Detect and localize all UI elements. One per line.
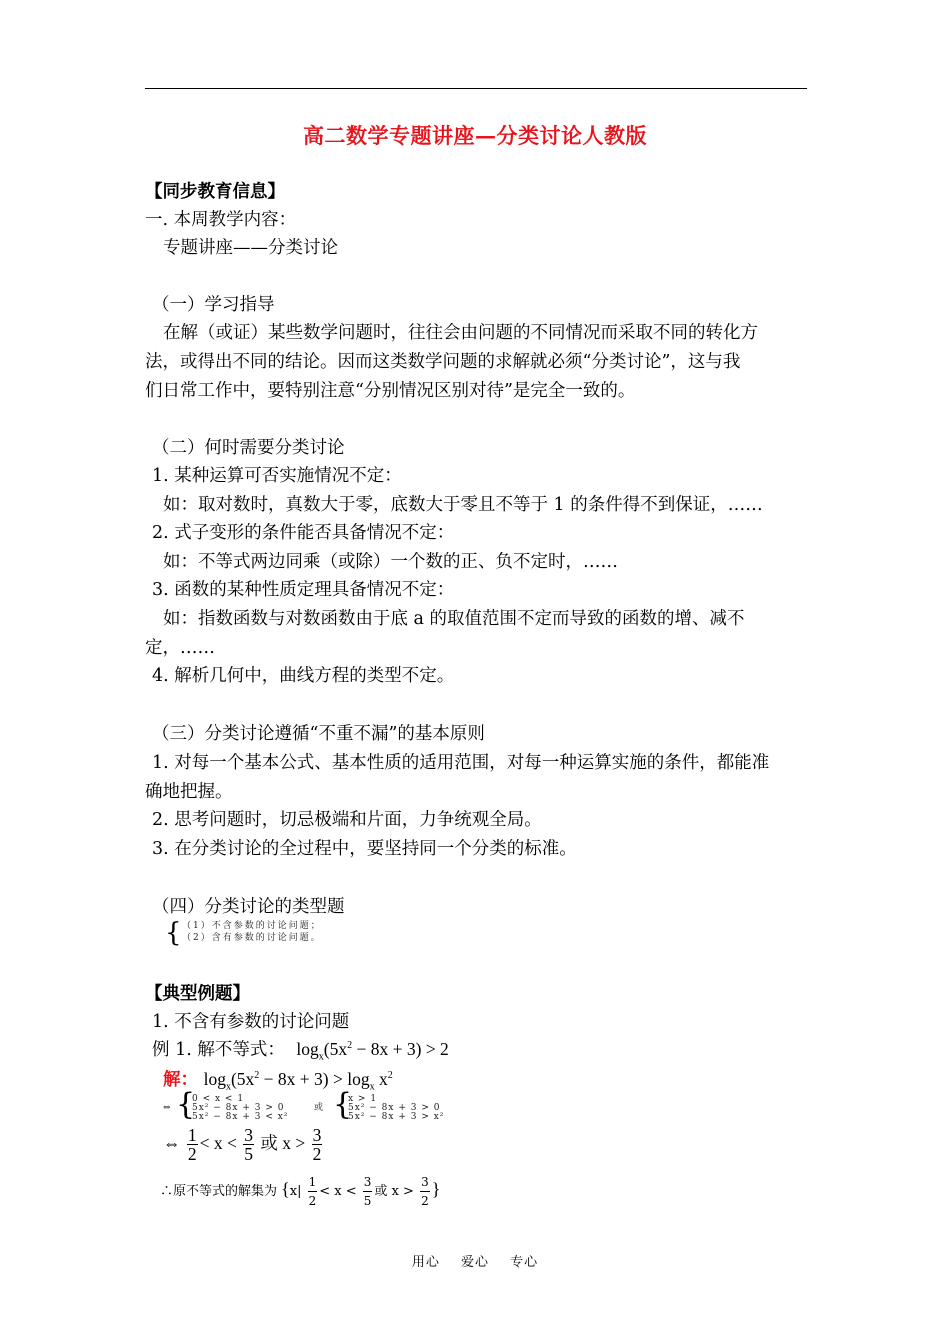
list-item: 4. 解析几何中，曲线方程的类型不定。 [152,666,455,686]
left-brace-icon: { [333,1087,353,1122]
header-rule [145,88,807,89]
example-prompt: 解不等式： [197,1039,285,1060]
list-item-example-cont: 定，…… [145,638,215,658]
list-item: 3. 函数的某种性质定理具备情况不定： [152,580,455,600]
content-item-body: 专题讲座——分类讨论 [163,238,338,258]
section-header-examples: 【典型例题】 [145,984,250,1004]
or-word: 或 [260,1133,278,1153]
paragraph-line: 法，或得出不同的结论。因而这类数学问题的求解就必须“分类讨论”，这与我 [145,352,741,372]
system-1-row-2: 5x² − 8x + 3 > 0 [192,1103,285,1113]
example-inequality: $\log_x(5x^2 - 8x + 3) > 2$ [296,1038,449,1063]
list-item: 2. 思考问题时，切忌极端和片面，力争统观全局。 [152,810,542,830]
system-2-row-2: 5x² − 8x + 3 > 0 [348,1103,441,1113]
solution-step-1: $\log_x(5x^2 - 8x + 3) > \log_x x^2$ [203,1068,393,1093]
subsection-heading-2: （二）何时需要分类讨论 [152,438,345,458]
subsection-heading-1: （一）学习指导 [152,295,275,315]
system-2-row-3: 5x² − 8x + 3 > x² [348,1112,445,1122]
conclusion-text: ∴原不等式的解集为 [160,1184,278,1199]
left-brace-icon: { [165,918,182,948]
system-2-row-1: x > 1 [348,1094,378,1104]
system-1-row-3: 5x² − 8x + 3 < x² [192,1112,289,1122]
content-item-heading: 一. 本周教学内容： [145,210,297,230]
paragraph-line: 们日常工作中，要特别注意“分别情况区别对待”是完全一致的。 [145,381,636,401]
left-brace-icon: { [176,1087,196,1122]
footer-word: 爱心 [460,1255,489,1270]
paragraph-line: 在解（或证）某些数学问题时，往往会由问题的不同情况而采取不同的转化方 [163,323,758,343]
type-item-1: （1）不含参数的讨论问题； [182,921,322,931]
list-item: 1. 某种运算可否实施情况不定： [152,466,402,486]
list-item-example: 如：取对数时，真数大于零，底数大于零且不等于 1 的条件得不到保证，…… [163,495,763,515]
section-header-sync-info: 【同步教育信息】 [145,182,285,202]
list-item-example: 如：不等式两边同乘（或除）一个数的正、负不定时，…… [163,552,618,572]
list-item-example: 如：指数函数与对数函数由于底 a 的取值范围不定而导致的函数的增、减不 [163,609,745,629]
system-or: 或 [314,1103,326,1113]
solution-result: ⇔ $\frac{1}{2}$ < x < $\frac{3}{5}$ 或 x > $\frac{3}{2}$ [163,1125,322,1165]
example-category: 1. 不含有参数的讨论问题 [152,1012,350,1032]
or-word: 或 [374,1184,388,1199]
list-item: 3. 在分类讨论的全过程中，要坚持同一个分类的标准。 [152,839,577,859]
solution-label: 解： [163,1069,198,1090]
subsection-heading-3: （三）分类讨论遵循“不重不漏”的基本原则 [152,724,485,744]
footer-word: 用心 [411,1255,440,1270]
type-item-2: （2）含有参数的讨论问题。 [182,933,322,943]
subsection-heading-4: （四）分类讨论的类型题 [152,897,345,917]
page-footer [0,1251,950,1270]
solution-conclusion: ∴原不等式的解集为 {x| $\frac{1}{2}$ < x < $\frac{3}{5}$ 或 x > $\frac{3}{2}$ } [160,1175,441,1208]
example-label: 例 1. [152,1039,192,1060]
list-item-cont: 确地把握。 [145,782,233,802]
list-item: 2. 式子变形的条件能否具备情况不定： [152,523,455,543]
system-1-row-1: 0 < x < 1 [192,1094,245,1104]
list-item: 1. 对每一个基本公式、基本性质的适用范围，对每一种运算实施的条件，都能准 [152,753,770,773]
page-title: 高二数学专题讲座—分类讨论人教版 [303,123,647,148]
iff-symbol: ⇔ [163,1103,173,1113]
footer-word: 专心 [510,1255,539,1270]
